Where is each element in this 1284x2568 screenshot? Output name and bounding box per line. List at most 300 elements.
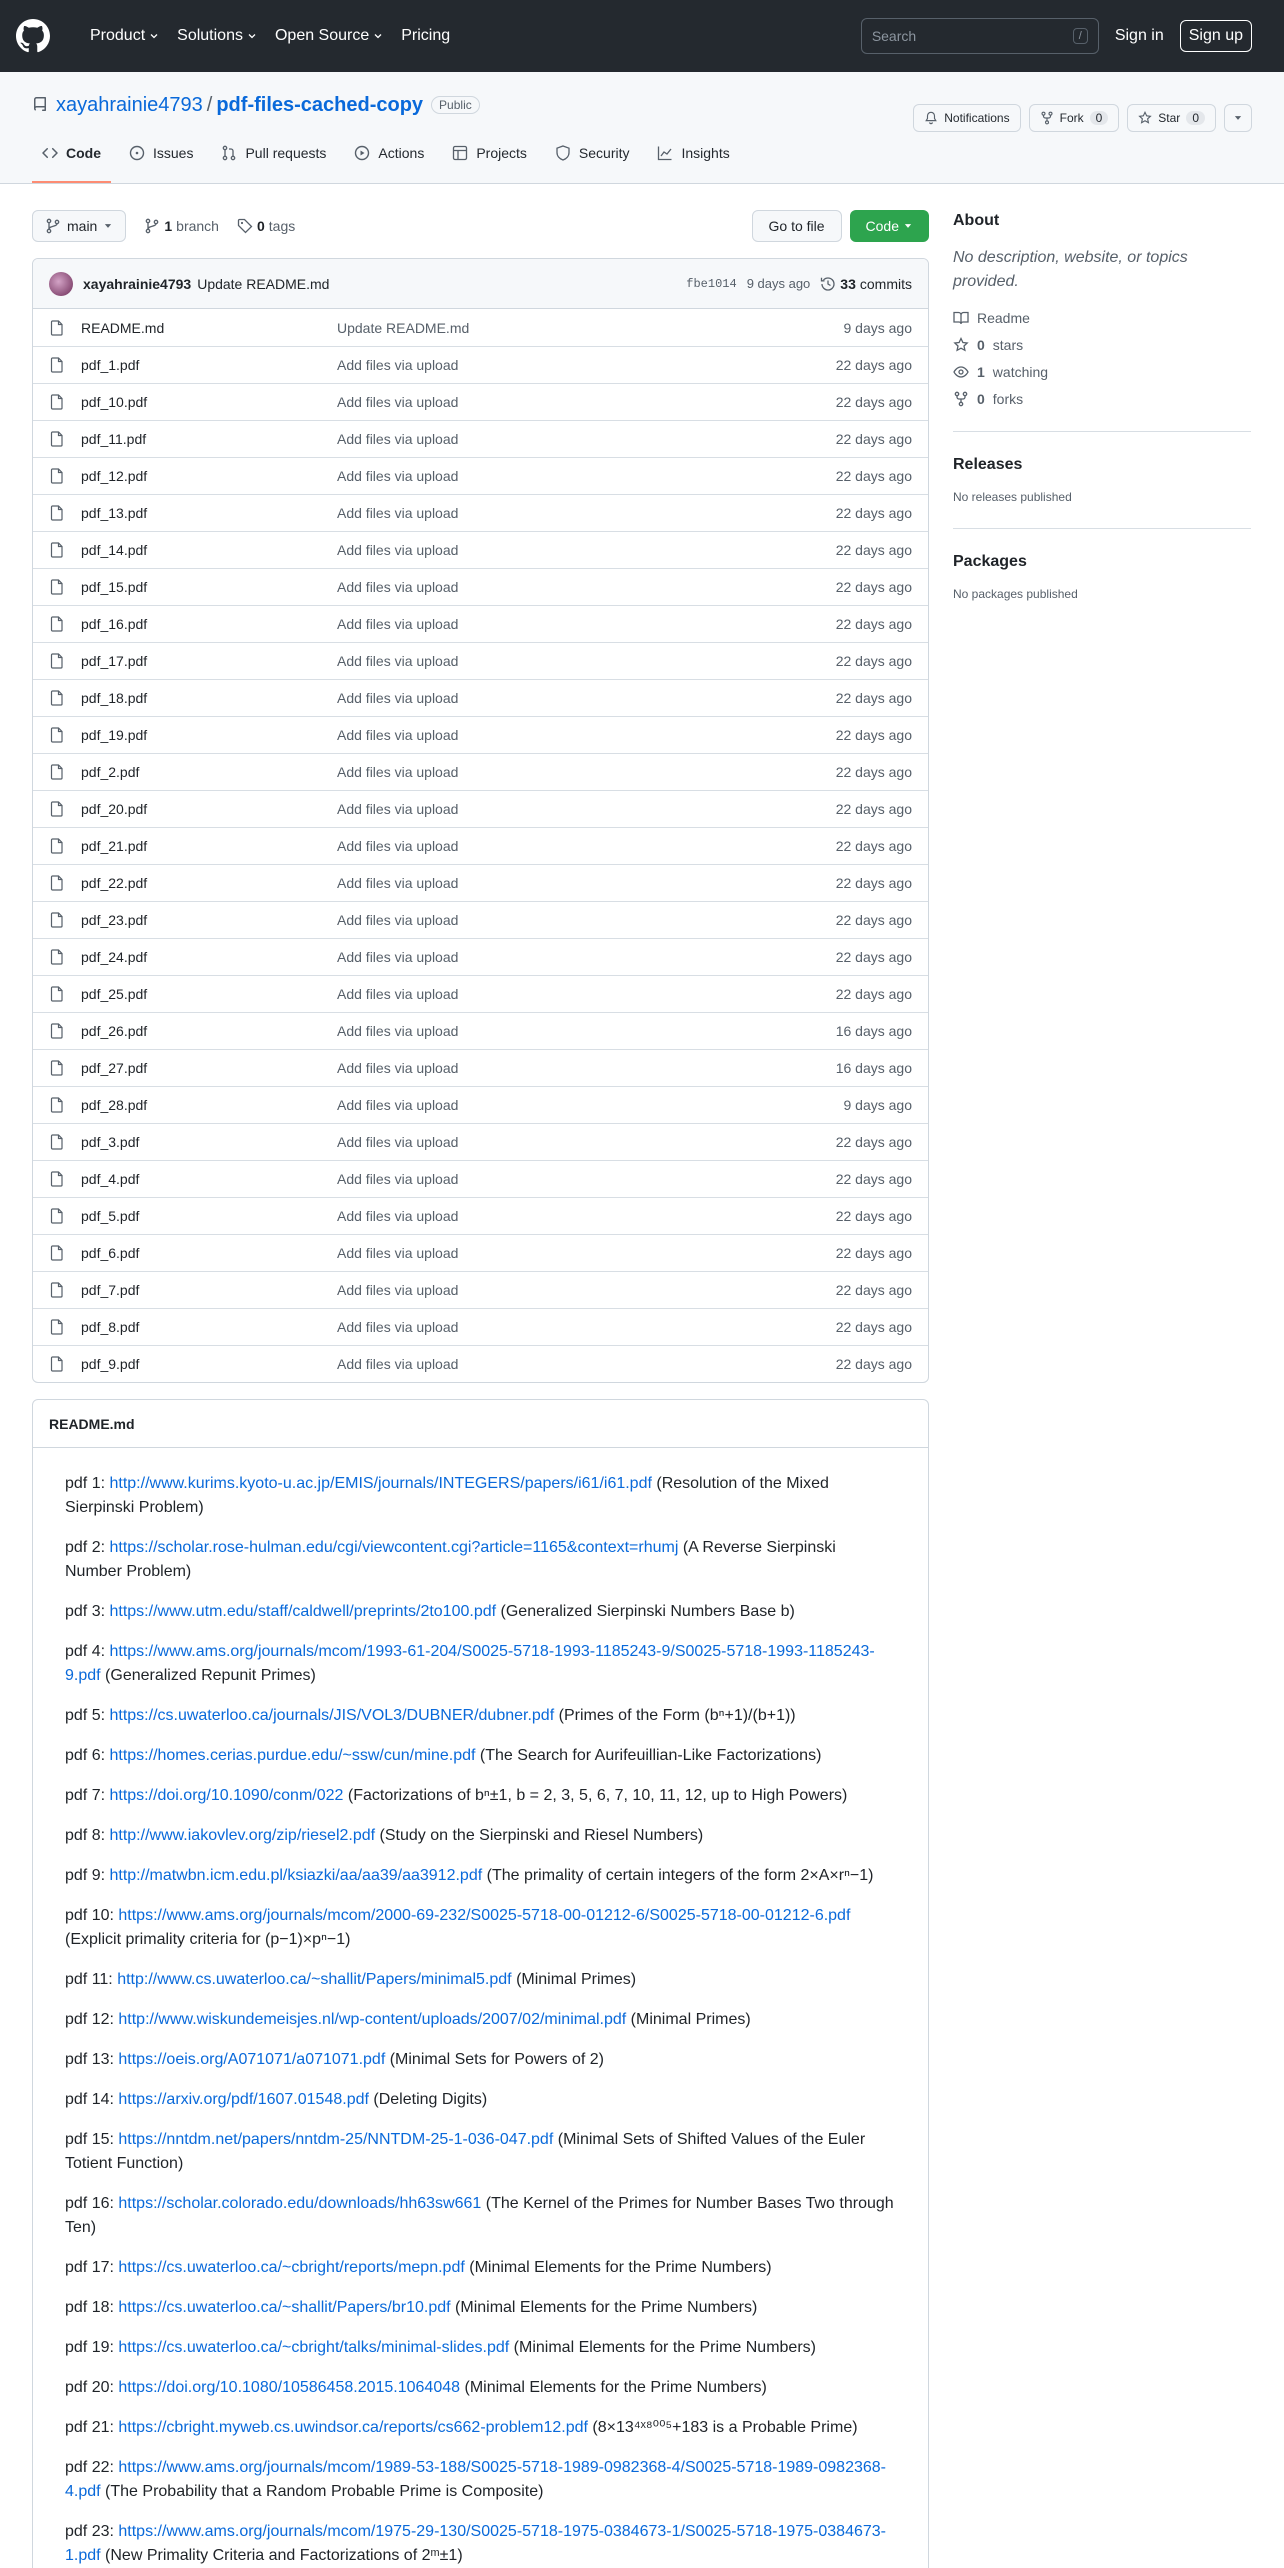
file-row[interactable] bbox=[33, 1160, 928, 1197]
readme-entry-link[interactable]: https://cs.uwaterloo.ca/~shallit/Papers/br10.pdf bbox=[118, 2299, 451, 2316]
file-age: 16 days ago bbox=[835, 1023, 912, 1039]
readme-entry-description: (Minimal Elements for the Prime Numbers) bbox=[513, 2339, 816, 2356]
latest-commit-bar bbox=[33, 259, 928, 309]
tab-actions[interactable]: Actions bbox=[344, 139, 434, 183]
file-row[interactable] bbox=[33, 1345, 928, 1382]
file-row[interactable] bbox=[33, 679, 928, 716]
releases-note: No releases published bbox=[953, 490, 1072, 504]
readme-entry-description: (Minimal Sets for Powers of 2) bbox=[389, 2051, 604, 2068]
sidebar-divider bbox=[953, 528, 1251, 529]
readme-entry-link[interactable]: https://cs.uwaterloo.ca/~cbright/reports/mepn.pdf bbox=[118, 2259, 465, 2276]
readme-entry-link[interactable]: https://www.ams.org/journals/mcom/1975-29-130/S0025-5718-1975-0384673-1/S0025-5718-1975-0384673-1.pdf bbox=[65, 2523, 886, 2564]
file-row[interactable] bbox=[33, 753, 928, 790]
readme-link[interactable]: Readme bbox=[953, 310, 1251, 326]
star-lists-dropdown-button[interactable] bbox=[1224, 104, 1252, 132]
file-row[interactable] bbox=[33, 420, 928, 457]
readme-entry bbox=[65, 1824, 896, 1848]
notifications-button[interactable]: Notifications bbox=[913, 104, 1020, 132]
readme-entry bbox=[65, 1968, 896, 1992]
file-navigation bbox=[32, 210, 929, 242]
readme-entry-description: (Minimal Elements for the Prime Numbers) bbox=[455, 2299, 758, 2316]
readme-entry-label: pdf 17: bbox=[65, 2259, 114, 2276]
readme-entry-link[interactable]: https://cs.uwaterloo.ca/journals/JIS/VOL3/DUBNER/dubner.pdf bbox=[109, 1707, 555, 1724]
file-age: 22 days ago bbox=[835, 912, 912, 928]
readme-entry-label: pdf 6: bbox=[65, 1747, 106, 1764]
nav-pricing[interactable]: Pricing bbox=[401, 27, 451, 44]
file-commit-message-link[interactable]: Add files via upload bbox=[337, 468, 459, 484]
file-age: 22 days ago bbox=[835, 1171, 912, 1187]
file-age: 22 days ago bbox=[835, 1282, 912, 1298]
file-row[interactable] bbox=[33, 1012, 928, 1049]
file-age: 9 days ago bbox=[843, 1097, 912, 1113]
file-commit-message-link[interactable]: Add files via upload bbox=[337, 579, 459, 595]
github-logo-icon[interactable] bbox=[16, 19, 50, 53]
readme-entry bbox=[65, 2008, 896, 2032]
file-name-link[interactable]: README.md bbox=[81, 319, 165, 336]
tab-security[interactable]: Security bbox=[545, 139, 640, 183]
watching-link[interactable]: 1 watching bbox=[953, 364, 1251, 380]
nav-open-source[interactable]: Open Source bbox=[275, 27, 383, 45]
file-icon bbox=[49, 912, 65, 928]
file-commit-message-link[interactable]: Add files via upload bbox=[337, 1356, 459, 1372]
file-age: 22 days ago bbox=[835, 653, 912, 669]
file-row[interactable] bbox=[33, 383, 928, 420]
readme-entry-description: (Study on the Sierpinski and Riesel Numbers) bbox=[379, 1827, 704, 1844]
file-icon bbox=[49, 394, 65, 410]
readme-entry-label: pdf 12: bbox=[65, 2011, 114, 2028]
file-commit-message-link[interactable]: Add files via upload bbox=[337, 690, 459, 706]
file-age: 22 days ago bbox=[835, 801, 912, 817]
readme-entry bbox=[65, 2456, 896, 2504]
file-icon bbox=[49, 949, 65, 965]
file-icon bbox=[49, 542, 65, 558]
file-age: 22 days ago bbox=[835, 468, 912, 484]
file-commit-message-link[interactable]: Add files via upload bbox=[337, 357, 459, 373]
file-commit-message-link[interactable]: Add files via upload bbox=[337, 616, 459, 632]
readme-entry-description: (Generalized Repunit Primes) bbox=[105, 1667, 316, 1684]
readme-entry-link[interactable]: https://scholar.colorado.edu/downloads/hh63sw661 bbox=[118, 2195, 482, 2212]
file-row[interactable] bbox=[33, 827, 928, 864]
fork-icon bbox=[1040, 111, 1054, 125]
readme-entry-description: (Minimal Primes) bbox=[516, 1971, 637, 1988]
sidebar bbox=[953, 210, 1251, 2568]
file-commit-message-link[interactable]: Add files via upload bbox=[337, 653, 459, 669]
issue-icon bbox=[129, 145, 145, 161]
file-icon bbox=[49, 320, 65, 336]
file-commit-message-link[interactable]: Add files via upload bbox=[337, 986, 459, 1002]
packages-title[interactable]: Packages bbox=[953, 553, 1027, 570]
chevron-down-icon bbox=[149, 31, 159, 41]
nav-solutions[interactable]: Solutions bbox=[177, 27, 257, 45]
file-name-link[interactable]: pdf_11.pdf bbox=[81, 431, 147, 447]
readme-entry-description: (Explicit primality criteria for (p−1)×pⁿ−1) bbox=[65, 1931, 351, 1948]
readme-entry-label: pdf 20: bbox=[65, 2379, 114, 2396]
file-icon bbox=[49, 431, 65, 447]
readme-entry-label: pdf 5: bbox=[65, 1707, 106, 1724]
about-description: No description, website, or topics provided. bbox=[953, 249, 1188, 290]
readme-entry-label: pdf 13: bbox=[65, 2051, 114, 2068]
readme-entry-label: pdf 15: bbox=[65, 2131, 114, 2148]
readme-entry-link[interactable]: http://www.kurims.kyoto-u.ac.jp/EMIS/journals/INTEGERS/papers/i61/i61.pdf bbox=[109, 1475, 652, 1492]
file-name-link[interactable]: pdf_20.pdf bbox=[81, 801, 148, 817]
file-commit-message-link[interactable]: Add files via upload bbox=[337, 431, 459, 447]
star-button[interactable]: Star 0 bbox=[1127, 104, 1216, 132]
star-icon bbox=[953, 337, 969, 353]
star-icon bbox=[1138, 111, 1152, 125]
fork-icon bbox=[953, 391, 969, 407]
readme-entry-link[interactable]: https://www.ams.org/journals/mcom/1993-61-204/S0025-5718-1993-1185243-9/S0025-5718-1993-1185243-9.pdf bbox=[65, 1643, 875, 1684]
readme-entry-description: (Minimal Primes) bbox=[630, 2011, 751, 2028]
tag-icon bbox=[237, 218, 253, 234]
file-row[interactable] bbox=[33, 1197, 928, 1234]
readme-entry-link[interactable]: http://www.cs.uwaterloo.ca/~shallit/Papers/minimal5.pdf bbox=[117, 1971, 512, 1988]
readme-box bbox=[32, 1399, 929, 2568]
file-name-link[interactable]: pdf_3.pdf bbox=[81, 1134, 140, 1150]
readme-entry-link[interactable]: https://doi.org/10.1080/10586458.2015.1064048 bbox=[118, 2379, 461, 2396]
readme-entry-label: pdf 14: bbox=[65, 2091, 114, 2108]
readme-entry-link[interactable]: https://nntdm.net/papers/nntdm-25/NNTDM-25-1-036-047.pdf bbox=[118, 2131, 554, 2148]
readme-entry-label: pdf 11: bbox=[65, 1971, 113, 1988]
commit-message-link[interactable]: Update README.md bbox=[197, 275, 330, 292]
play-icon bbox=[354, 145, 370, 161]
readme-entry-label: pdf 10: bbox=[65, 1907, 114, 1924]
file-name-link[interactable]: pdf_4.pdf bbox=[81, 1171, 140, 1187]
file-name-link[interactable]: pdf_6.pdf bbox=[81, 1245, 140, 1261]
history-icon bbox=[820, 276, 836, 292]
readme-entry-link[interactable]: http://matwbn.icm.edu.pl/ksiazki/aa/aa39/aa3912.pdf bbox=[109, 1867, 483, 1884]
file-commit-message-link[interactable]: Add files via upload bbox=[337, 764, 459, 780]
readme-entry-label: pdf 8: bbox=[65, 1827, 106, 1844]
readme-entry bbox=[65, 2048, 896, 2072]
file-row[interactable] bbox=[33, 716, 928, 753]
file-name-link[interactable]: pdf_18.pdf bbox=[81, 690, 148, 706]
book-icon bbox=[953, 310, 969, 326]
readme-entry-link[interactable]: https://arxiv.org/pdf/1607.01548.pdf bbox=[118, 2091, 369, 2108]
file-age: 22 days ago bbox=[835, 1208, 912, 1224]
repo-path-separator: / bbox=[206, 93, 213, 116]
file-name-link[interactable]: pdf_10.pdf bbox=[81, 394, 148, 410]
readme-entry bbox=[65, 2520, 896, 2568]
main-column bbox=[32, 210, 929, 2568]
readme-entry-label: pdf 9: bbox=[65, 1867, 106, 1884]
tab-projects[interactable]: Projects bbox=[442, 139, 537, 183]
file-row[interactable] bbox=[33, 568, 928, 605]
avatar[interactable] bbox=[49, 272, 73, 296]
code-dropdown-button[interactable]: Code bbox=[850, 210, 929, 242]
readme-entry-label: pdf 7: bbox=[65, 1787, 106, 1804]
readme-entry-description: (Generalized Sierpinski Numbers Base b) bbox=[500, 1603, 795, 1620]
readme-entry bbox=[65, 1600, 896, 1624]
readme-entry-description: (Factorizations of bⁿ±1, b = 2, 3, 5, 6, 7, 10, 11, 12, up to High Powers) bbox=[347, 1787, 848, 1804]
file-name-link[interactable]: pdf_8.pdf bbox=[81, 1319, 140, 1335]
file-nav-actions bbox=[752, 210, 930, 242]
readme-entry-link[interactable]: https://www.ams.org/journals/mcom/2000-69-232/S0025-5718-00-01212-6/S0025-5718-00-01212-6.pdf bbox=[118, 1907, 851, 1924]
readme-entry-link[interactable]: http://www.iakovlev.org/zip/riesel2.pdf bbox=[109, 1827, 376, 1844]
file-commit-message-link[interactable]: Add files via upload bbox=[337, 875, 459, 891]
readme-entry bbox=[65, 1536, 896, 1584]
file-icon bbox=[49, 875, 65, 891]
file-commit-message-link[interactable]: Add files via upload bbox=[337, 542, 459, 558]
file-age: 22 days ago bbox=[835, 838, 912, 854]
shield-icon bbox=[555, 145, 571, 161]
header-right bbox=[861, 18, 1252, 54]
search-input[interactable]: Search / bbox=[861, 18, 1099, 54]
readme-entry-link[interactable]: http://www.wiskundemeisjes.nl/wp-content/uploads/2007/02/minimal.pdf bbox=[118, 2011, 627, 2028]
file-name-link[interactable]: pdf_25.pdf bbox=[81, 986, 148, 1002]
readme-entry-label: pdf 21: bbox=[65, 2419, 114, 2436]
file-commit-message-link[interactable]: Add files via upload bbox=[337, 801, 459, 817]
file-age: 22 days ago bbox=[835, 1134, 912, 1150]
file-row[interactable] bbox=[33, 1086, 928, 1123]
file-list bbox=[32, 258, 929, 1383]
file-row[interactable] bbox=[33, 346, 928, 383]
file-icon bbox=[49, 1356, 65, 1372]
readme-entry-label: pdf 4: bbox=[65, 1643, 106, 1660]
file-name-link[interactable]: pdf_27.pdf bbox=[81, 1060, 148, 1076]
file-age: 22 days ago bbox=[835, 431, 912, 447]
file-name-link[interactable]: pdf_1.pdf bbox=[81, 357, 140, 373]
readme-entry-label: pdf 16: bbox=[65, 2195, 114, 2212]
file-icon bbox=[49, 1171, 65, 1187]
readme-entry bbox=[65, 1640, 896, 1688]
file-icon bbox=[49, 801, 65, 817]
file-icon bbox=[49, 690, 65, 706]
readme-entry-link[interactable]: https://scholar.rose-hulman.edu/cgi/viewcontent.cgi?article=1165&context=rhumj bbox=[109, 1539, 679, 1556]
readme-entry-label: pdf 1: bbox=[65, 1475, 106, 1492]
file-icon bbox=[49, 616, 65, 632]
file-commit-message-link[interactable]: Add files via upload bbox=[337, 1282, 459, 1298]
file-age: 22 days ago bbox=[835, 579, 912, 595]
readme-entry-link[interactable]: https://doi.org/10.1090/conm/022 bbox=[109, 1787, 344, 1804]
packages-note: No packages published bbox=[953, 587, 1078, 601]
global-header bbox=[0, 0, 1284, 72]
file-icon bbox=[49, 468, 65, 484]
branch-select-button[interactable]: main bbox=[32, 210, 126, 242]
file-row[interactable] bbox=[33, 642, 928, 679]
file-name-link[interactable]: pdf_14.pdf bbox=[81, 542, 148, 558]
fork-counter: 0 bbox=[1090, 111, 1109, 125]
file-icon bbox=[49, 838, 65, 854]
readme-entry bbox=[65, 2256, 896, 2280]
file-row[interactable] bbox=[33, 309, 928, 346]
file-row[interactable] bbox=[33, 1234, 928, 1271]
tab-code[interactable]: Code bbox=[32, 139, 111, 183]
file-name-link[interactable]: pdf_24.pdf bbox=[81, 949, 148, 965]
file-row[interactable] bbox=[33, 975, 928, 1012]
readme-entry-description: (Primes of the Form (bⁿ+1)/(b+1)) bbox=[558, 1707, 796, 1724]
nav-product[interactable]: Product bbox=[90, 27, 159, 45]
file-age: 22 days ago bbox=[835, 1356, 912, 1372]
branch-icon bbox=[45, 218, 61, 234]
commit-meta bbox=[686, 276, 912, 292]
file-row[interactable] bbox=[33, 1123, 928, 1160]
readme-entry bbox=[65, 2336, 896, 2360]
file-commit-message-link[interactable]: Add files via upload bbox=[337, 1208, 459, 1224]
readme-entry-description: (The Kernel of the Primes for Number Bases Two through Ten) bbox=[65, 2195, 894, 2236]
file-row[interactable] bbox=[33, 494, 928, 531]
file-commit-message-link[interactable]: Add files via upload bbox=[337, 912, 459, 928]
file-name-link[interactable]: pdf_7.pdf bbox=[81, 1282, 140, 1298]
readme-entry-description: (8×13⁴ˣ⁸⁰⁰⁵+183 is a Probable Prime) bbox=[592, 2419, 858, 2436]
file-age: 22 days ago bbox=[835, 1319, 912, 1335]
file-row[interactable] bbox=[33, 1308, 928, 1345]
file-row[interactable] bbox=[33, 457, 928, 494]
readme-entry-link[interactable]: https://www.utm.edu/staff/caldwell/preprints/2to100.pdf bbox=[109, 1603, 497, 1620]
file-row[interactable] bbox=[33, 901, 928, 938]
file-name-link[interactable]: pdf_26.pdf bbox=[81, 1023, 148, 1039]
readme-entry-description: (The primality of certain integers of the form 2×A×rⁿ−1) bbox=[486, 1867, 874, 1884]
readme-entry-description: (Minimal Sets of Shifted Values of the Euler Totient Function) bbox=[65, 2131, 866, 2172]
file-commit-message-link[interactable]: Add files via upload bbox=[337, 1134, 459, 1150]
file-age: 22 days ago bbox=[835, 357, 912, 373]
file-name-link[interactable]: pdf_9.pdf bbox=[81, 1356, 140, 1372]
file-age: 22 days ago bbox=[835, 690, 912, 706]
search-shortcut-key: / bbox=[1073, 28, 1088, 44]
caret-down-icon bbox=[1233, 113, 1243, 123]
file-name-link[interactable]: pdf_2.pdf bbox=[81, 764, 140, 780]
readme-entry bbox=[65, 1744, 896, 1768]
file-icon bbox=[49, 1023, 65, 1039]
file-commit-message-link[interactable]: Add files via upload bbox=[337, 727, 459, 743]
file-icon bbox=[49, 764, 65, 780]
file-commit-message-link[interactable]: Add files via upload bbox=[337, 1171, 459, 1187]
file-name-link[interactable]: pdf_17.pdf bbox=[81, 653, 148, 669]
file-name-link[interactable]: pdf_23.pdf bbox=[81, 912, 148, 928]
bell-icon bbox=[924, 111, 938, 125]
commit-age: 9 days ago bbox=[746, 276, 811, 291]
file-age: 22 days ago bbox=[835, 394, 912, 410]
file-age: 22 days ago bbox=[835, 727, 912, 743]
file-name-link[interactable]: pdf_22.pdf bbox=[81, 875, 148, 891]
file-icon bbox=[49, 653, 65, 669]
file-name-link[interactable]: pdf_13.pdf bbox=[81, 505, 148, 521]
readme-entry-link[interactable]: https://cbright.myweb.cs.uwindsor.ca/reports/cs662-problem12.pdf bbox=[118, 2419, 588, 2436]
tags-link[interactable]: 0 tags bbox=[237, 218, 295, 234]
tab-issues[interactable]: Issues bbox=[119, 139, 203, 183]
file-name-link[interactable]: pdf_12.pdf bbox=[81, 468, 148, 484]
repo-content bbox=[0, 184, 1284, 2568]
readme-entry-label: pdf 2: bbox=[65, 1539, 106, 1556]
file-commit-message-link[interactable]: Add files via upload bbox=[337, 505, 459, 521]
file-row[interactable] bbox=[33, 1271, 928, 1308]
file-age: 22 days ago bbox=[835, 542, 912, 558]
readme-entry bbox=[65, 1784, 896, 1808]
file-age: 9 days ago bbox=[843, 319, 912, 336]
tab-pull-requests[interactable]: Pull requests bbox=[211, 139, 336, 183]
visibility-badge: Public bbox=[431, 96, 480, 114]
readme-entry bbox=[65, 1704, 896, 1728]
readme-entry-description: (The Search for Aurifeuillian-Like Factorizations) bbox=[479, 1747, 822, 1764]
sidebar-divider bbox=[953, 431, 1251, 432]
file-name-link[interactable]: pdf_19.pdf bbox=[81, 727, 148, 743]
branches-link[interactable]: 1 branch bbox=[144, 218, 219, 234]
file-icon bbox=[49, 357, 65, 373]
commits-history-link[interactable]: 33 commits bbox=[820, 276, 912, 292]
file-commit-message-link[interactable]: Add files via upload bbox=[337, 949, 459, 965]
file-icon bbox=[49, 1208, 65, 1224]
readme-entry-link[interactable]: https://homes.cerias.purdue.edu/~ssw/cun/mine.pdf bbox=[109, 1747, 476, 1764]
file-commit-message-link[interactable]: Add files via upload bbox=[337, 1097, 459, 1113]
file-age: 22 days ago bbox=[835, 505, 912, 521]
file-name-link[interactable]: pdf_28.pdf bbox=[81, 1097, 148, 1113]
chevron-down-icon bbox=[247, 31, 257, 41]
readme-entry-description: (New Primality Criteria and Factorizations of 2ᵐ±1) bbox=[105, 2547, 463, 2564]
commit-author-link[interactable]: xayahrainie4793 bbox=[83, 275, 192, 292]
file-commit-message-link[interactable]: Add files via upload bbox=[337, 1060, 459, 1076]
file-icon bbox=[49, 505, 65, 521]
caret-down-icon bbox=[103, 221, 113, 231]
repo-name-link[interactable]: pdf-files-cached-copy bbox=[216, 93, 424, 116]
file-commit-message-link[interactable]: Add files via upload bbox=[337, 394, 459, 410]
file-rows bbox=[33, 309, 928, 1382]
file-commit-message-link[interactable]: Add files via upload bbox=[337, 1319, 459, 1335]
repo-owner-link[interactable]: xayahrainie4793 bbox=[56, 93, 203, 116]
readme-entry bbox=[65, 1864, 896, 1888]
readme-entry-link[interactable]: https://www.ams.org/journals/mcom/1989-53-188/S0025-5718-1989-0982368-4/S0025-5718-1989-0982368-4.pdf bbox=[65, 2459, 886, 2500]
readme-entry bbox=[65, 2296, 896, 2320]
file-icon bbox=[49, 1060, 65, 1076]
readme-entry-link[interactable]: https://cs.uwaterloo.ca/~cbright/talks/minimal-slides.pdf bbox=[118, 2339, 510, 2356]
file-row[interactable] bbox=[33, 605, 928, 642]
file-commit-message-link[interactable]: Add files via upload bbox=[337, 1023, 459, 1039]
sign-up-button[interactable]: Sign up bbox=[1180, 20, 1252, 52]
fork-button[interactable]: Fork 0 bbox=[1029, 104, 1120, 132]
tab-insights[interactable]: Insights bbox=[647, 139, 739, 183]
file-row[interactable] bbox=[33, 864, 928, 901]
file-commit-message-link[interactable]: Update README.md bbox=[337, 319, 470, 336]
branch-icon bbox=[144, 218, 160, 234]
file-name-link[interactable]: pdf_15.pdf bbox=[81, 579, 148, 595]
readme-entry-label: pdf 23: bbox=[65, 2523, 114, 2540]
file-commit-message-link[interactable]: Add files via upload bbox=[337, 838, 459, 854]
releases-title[interactable]: Releases bbox=[953, 456, 1023, 473]
file-age: 22 days ago bbox=[835, 949, 912, 965]
readme-content bbox=[33, 1448, 928, 2568]
stars-link[interactable]: 0 stars bbox=[953, 337, 1251, 353]
file-name-link[interactable]: pdf_5.pdf bbox=[81, 1208, 140, 1224]
file-age: 16 days ago bbox=[835, 1060, 912, 1076]
star-counter: 0 bbox=[1186, 111, 1205, 125]
file-commit-message-link[interactable]: Add files via upload bbox=[337, 1245, 459, 1261]
code-icon bbox=[42, 145, 58, 161]
file-row[interactable] bbox=[33, 1049, 928, 1086]
readme-entry bbox=[65, 2192, 896, 2240]
readme-entry bbox=[65, 1904, 896, 1952]
file-row[interactable] bbox=[33, 938, 928, 975]
readme-entry-label: pdf 22: bbox=[65, 2459, 114, 2476]
file-name-link[interactable]: pdf_21.pdf bbox=[81, 838, 148, 854]
readme-entry-description: (The Probability that a Random Probable Prime is Composite) bbox=[105, 2483, 544, 2500]
eye-icon bbox=[953, 364, 969, 380]
sign-in-link[interactable]: Sign in bbox=[1114, 27, 1164, 44]
file-icon bbox=[49, 579, 65, 595]
file-name-link[interactable]: pdf_16.pdf bbox=[81, 616, 148, 632]
chevron-down-icon bbox=[373, 31, 383, 41]
file-age: 22 days ago bbox=[835, 616, 912, 632]
readme-entry-link[interactable]: https://oeis.org/A071071/a071071.pdf bbox=[118, 2051, 386, 2068]
readme-entry-label: pdf 3: bbox=[65, 1603, 106, 1620]
file-row[interactable] bbox=[33, 790, 928, 827]
repo-actions bbox=[913, 88, 1252, 148]
readme-entry-description: (Minimal Elements for the Prime Numbers) bbox=[469, 2259, 772, 2276]
go-to-file-button[interactable]: Go to file bbox=[752, 210, 842, 242]
pull-request-icon bbox=[221, 145, 237, 161]
file-row[interactable] bbox=[33, 531, 928, 568]
file-age: 22 days ago bbox=[835, 875, 912, 891]
forks-link[interactable]: 0 forks bbox=[953, 391, 1251, 407]
commit-sha-link[interactable]: fbe1014 bbox=[686, 276, 737, 291]
readme-title: README.md bbox=[33, 1400, 928, 1448]
